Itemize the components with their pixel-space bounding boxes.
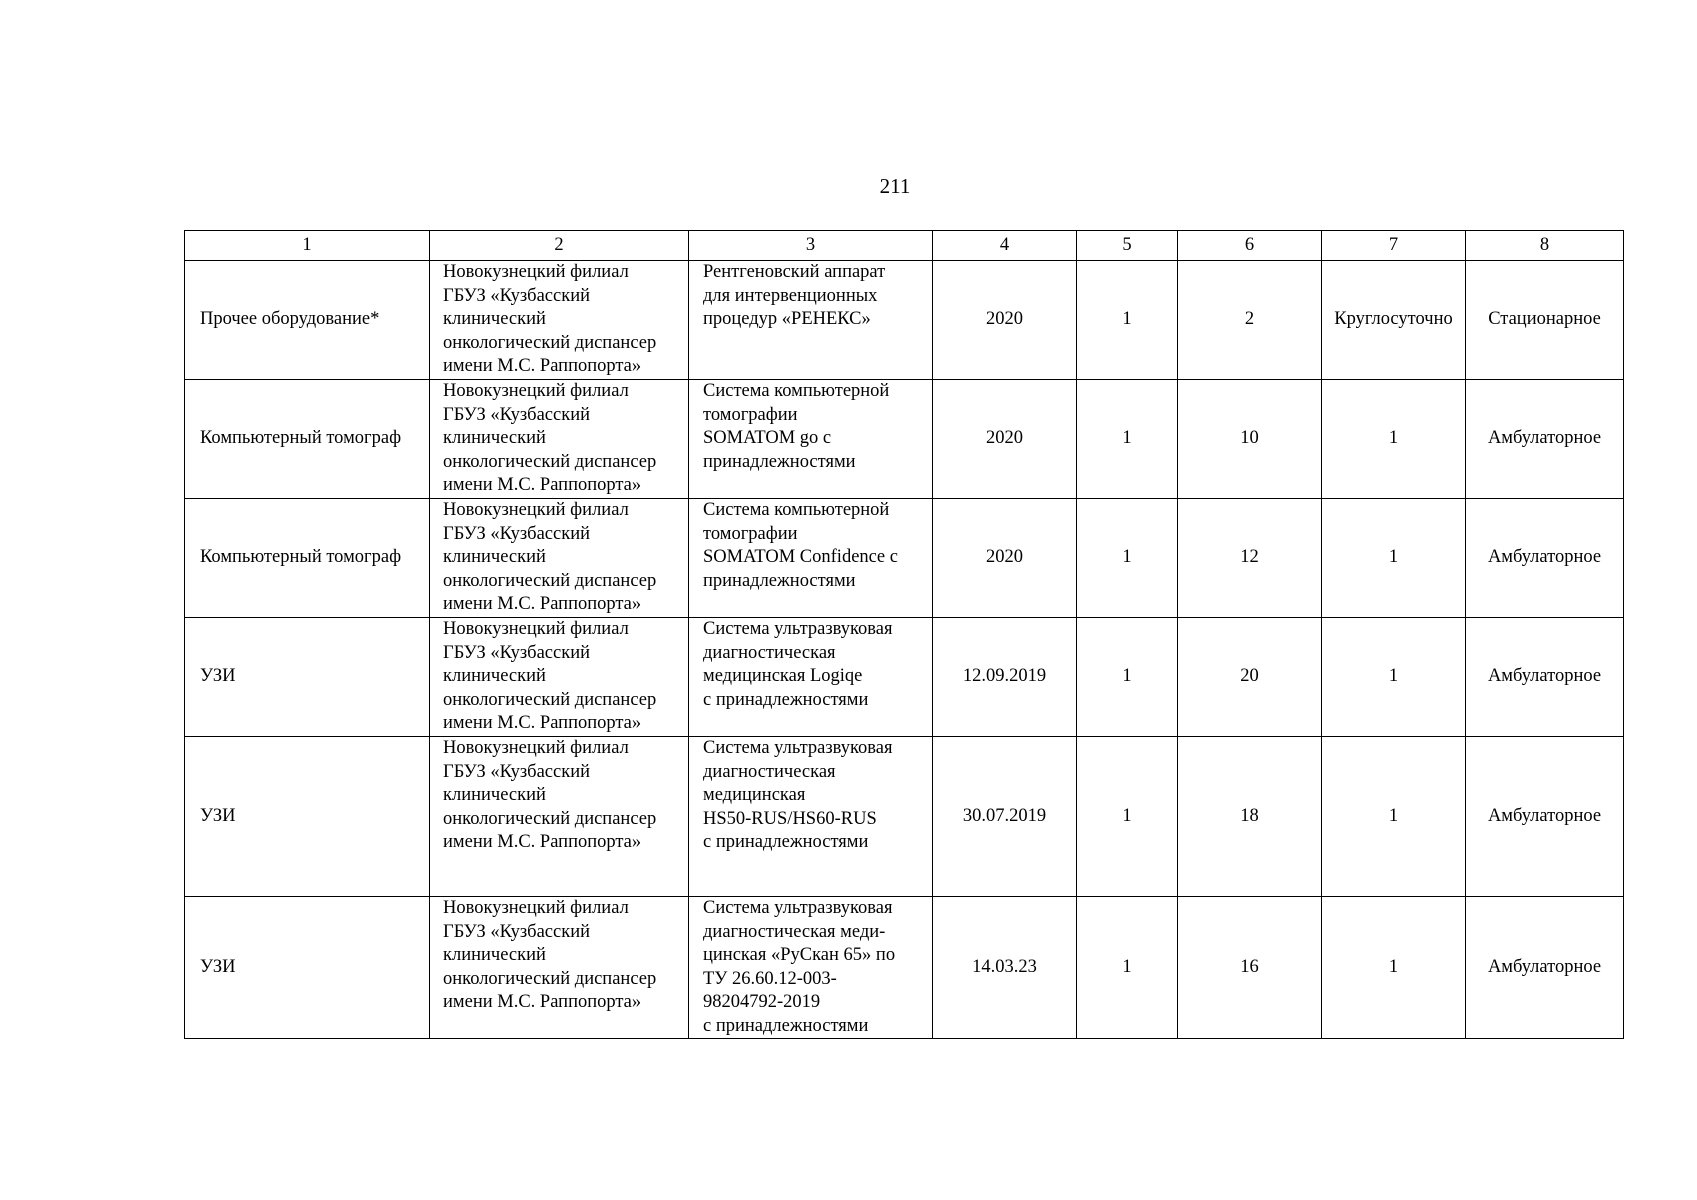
equipment-name-text: Система компьютерной томографии SOMATOM go с принадлежностями xyxy=(703,381,890,472)
table-row xyxy=(185,897,1624,1039)
year-cell: 2020 xyxy=(933,261,1077,380)
count-cell: 1 xyxy=(1077,499,1178,618)
column-6-cell: 2 xyxy=(1178,261,1322,380)
header-cell: 3 xyxy=(689,231,933,261)
equipment-name-cell xyxy=(689,499,933,618)
table-row xyxy=(185,737,1624,897)
equipment-type-cell: УЗИ xyxy=(185,897,430,1039)
date-cell: 12.09.2019 xyxy=(933,618,1077,737)
equipment-name-text: Рентгеновский аппарат для интервенционных процедур «РЕНЕКС» xyxy=(703,262,886,329)
schedule-cell: 1 xyxy=(1322,380,1466,499)
table-row xyxy=(185,380,1624,499)
equipment-name-cell xyxy=(689,737,933,897)
organization-text: Новокузнецкий филиал ГБУЗ «Кузбасский клинический онкологический диспансер имени М.С. Раппопорта» xyxy=(443,898,657,1012)
schedule-cell: 1 xyxy=(1322,618,1466,737)
count-cell: 1 xyxy=(1077,737,1178,897)
mode-cell: Амбулаторное xyxy=(1466,737,1624,897)
organization-cell xyxy=(430,897,689,1039)
organization-cell xyxy=(430,380,689,499)
equipment-name-cell xyxy=(689,380,933,499)
organization-text: Новокузнецкий филиал ГБУЗ «Кузбасский клинический онкологический диспансер имени М.С. Раппопорта» xyxy=(443,500,657,614)
organization-text: Новокузнецкий филиал ГБУЗ «Кузбасский клинический онкологический диспансер имени М.С. Раппопорта» xyxy=(443,262,657,376)
equipment-name-text: Система ультразвуковая диагностическая медицинская HS50-RUS/HS60-RUS с принадлежностями xyxy=(703,738,893,852)
column-6-cell: 16 xyxy=(1178,897,1322,1039)
year-cell: 2020 xyxy=(933,499,1077,618)
equipment-type-cell: Компьютерный томограф xyxy=(185,499,430,618)
equipment-name-text: Система ультразвуковая диагностическая меди- цинская «РуСкан 65» по ТУ 26.60.12-003- 98204792-2019 с принадлежностями xyxy=(703,898,896,1036)
mode-cell: Амбулаторное xyxy=(1466,380,1624,499)
date-cell: 30.07.2019 xyxy=(933,737,1077,897)
organization-text: Новокузнецкий филиал ГБУЗ «Кузбасский клинический онкологический диспансер имени М.С. Раппопорта» xyxy=(443,619,657,733)
table-row xyxy=(185,499,1624,618)
header-cell: 1 xyxy=(185,231,430,261)
equipment-type-cell: УЗИ xyxy=(185,737,430,897)
column-6-cell: 20 xyxy=(1178,618,1322,737)
table-row xyxy=(185,261,1624,380)
organization-cell xyxy=(430,737,689,897)
equipment-type-cell: Компьютерный томограф xyxy=(185,380,430,499)
table-header-row xyxy=(185,231,1624,261)
column-6-cell: 10 xyxy=(1178,380,1322,499)
column-6-cell: 18 xyxy=(1178,737,1322,897)
header-cell: 7 xyxy=(1322,231,1466,261)
mode-cell: Амбулаторное xyxy=(1466,499,1624,618)
mode-cell: Стационарное xyxy=(1466,261,1624,380)
mode-cell: Амбулаторное xyxy=(1466,897,1624,1039)
header-cell: 8 xyxy=(1466,231,1624,261)
organization-text: Новокузнецкий филиал ГБУЗ «Кузбасский клинический онкологический диспансер имени М.С. Раппопорта» xyxy=(443,738,657,852)
equipment-type-cell: Прочее оборудование* xyxy=(185,261,430,380)
organization-text: Новокузнецкий филиал ГБУЗ «Кузбасский клинический онкологический диспансер имени М.С. Раппопорта» xyxy=(443,381,657,495)
organization-cell xyxy=(430,499,689,618)
header-cell: 5 xyxy=(1077,231,1178,261)
count-cell: 1 xyxy=(1077,897,1178,1039)
equipment-type-cell: УЗИ xyxy=(185,618,430,737)
header-cell: 6 xyxy=(1178,231,1322,261)
schedule-cell: 1 xyxy=(1322,897,1466,1039)
header-cell: 4 xyxy=(933,231,1077,261)
column-6-cell: 12 xyxy=(1178,499,1322,618)
schedule-cell: Круглосуточно xyxy=(1322,261,1466,380)
count-cell: 1 xyxy=(1077,261,1178,380)
table-row xyxy=(185,618,1624,737)
page-number: 211 xyxy=(879,174,911,198)
organization-cell xyxy=(430,261,689,380)
mode-cell: Амбулаторное xyxy=(1466,618,1624,737)
date-cell: 14.03.23 xyxy=(933,897,1077,1039)
equipment-name-text: Система компьютерной томографии SOMATOM Confidence с принадлежностями xyxy=(703,500,898,591)
schedule-cell: 1 xyxy=(1322,737,1466,897)
schedule-cell: 1 xyxy=(1322,499,1466,618)
equipment-table xyxy=(184,230,1624,1039)
count-cell: 1 xyxy=(1077,380,1178,499)
equipment-name-cell xyxy=(689,261,933,380)
year-cell: 2020 xyxy=(933,380,1077,499)
count-cell: 1 xyxy=(1077,618,1178,737)
organization-cell xyxy=(430,618,689,737)
header-cell: 2 xyxy=(430,231,689,261)
equipment-name-text: Система ультразвуковая диагностическая медицинская Logiqe с принадлежностями xyxy=(703,619,893,710)
equipment-name-cell xyxy=(689,897,933,1039)
equipment-name-cell xyxy=(689,618,933,737)
